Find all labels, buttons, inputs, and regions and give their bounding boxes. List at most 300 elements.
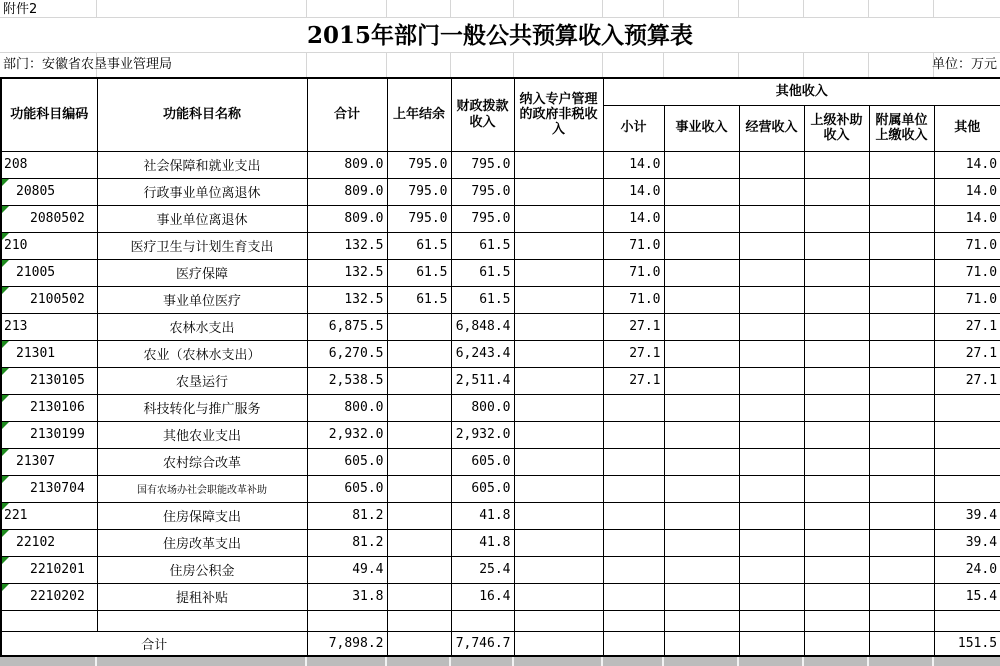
cell-value[interactable]: 809.0 <box>307 205 387 232</box>
cell-value[interactable] <box>869 151 934 178</box>
cell-value[interactable]: 27.1 <box>934 367 1000 394</box>
header-code[interactable]: 功能科目编码 <box>1 78 97 151</box>
table-row <box>1 394 1000 421</box>
cell-value[interactable]: 800.0 <box>307 394 387 421</box>
gridline <box>513 0 514 17</box>
cell-value[interactable] <box>664 205 739 232</box>
cell-value[interactable] <box>869 631 934 656</box>
cell-value[interactable] <box>869 475 934 502</box>
cell-value[interactable] <box>869 583 934 610</box>
cell-value[interactable]: 27.1 <box>934 340 1000 367</box>
cell-value[interactable]: 49.4 <box>307 556 387 583</box>
cell-value[interactable] <box>514 205 603 232</box>
cell-value[interactable] <box>804 367 869 394</box>
header-sub-1[interactable]: 事业收入 <box>664 105 739 151</box>
cell-code[interactable]: 21307 <box>1 448 97 475</box>
cell-value[interactable]: 16.4 <box>451 583 514 610</box>
cell-value[interactable] <box>804 421 869 448</box>
cell-value[interactable] <box>739 610 804 631</box>
cell-value[interactable] <box>804 475 869 502</box>
cell-value[interactable] <box>387 502 451 529</box>
cell-name[interactable]: 行政事业单位离退休 <box>97 178 307 205</box>
cell-value[interactable]: 31.8 <box>307 583 387 610</box>
cell-value[interactable] <box>934 421 1000 448</box>
cell-value[interactable]: 14.0 <box>603 151 664 178</box>
cell-value[interactable]: 61.5 <box>387 232 451 259</box>
cell-name[interactable]: 医疗卫生与计划生育支出 <box>97 232 307 259</box>
cell-value[interactable] <box>804 610 869 631</box>
cell-value[interactable] <box>739 232 804 259</box>
cell-code[interactable]: 2210201 <box>1 556 97 583</box>
error-flag-icon <box>2 449 9 456</box>
cell-code[interactable]: 2130106 <box>1 394 97 421</box>
cell-value[interactable] <box>664 313 739 340</box>
gridline <box>803 53 804 77</box>
cell-value[interactable] <box>514 583 603 610</box>
cell-value[interactable]: 61.5 <box>451 259 514 286</box>
cell-value[interactable] <box>804 232 869 259</box>
cell-value[interactable]: 39.4 <box>934 529 1000 556</box>
cell-value[interactable]: 151.5 <box>934 631 1000 656</box>
cell-value[interactable] <box>739 178 804 205</box>
cell-value[interactable] <box>804 205 869 232</box>
cell-value[interactable]: 41.8 <box>451 529 514 556</box>
gridline <box>96 0 97 17</box>
table-row <box>1 529 1000 556</box>
cell-value[interactable]: 81.2 <box>307 529 387 556</box>
cell-value[interactable] <box>514 529 603 556</box>
gridline <box>663 0 664 17</box>
cell-code[interactable]: 2130704 <box>1 475 97 502</box>
table-row <box>1 178 1000 205</box>
cell-value[interactable] <box>869 448 934 475</box>
cell-value[interactable]: 14.0 <box>934 205 1000 232</box>
cell-code[interactable]: 2130199 <box>1 421 97 448</box>
cell-code[interactable]: 210 <box>1 232 97 259</box>
cell-code[interactable]: 2080502 <box>1 205 97 232</box>
cell-value[interactable] <box>869 178 934 205</box>
cell-name[interactable]: 社会保障和就业支出 <box>97 151 307 178</box>
cell-value[interactable] <box>804 340 869 367</box>
cell-value[interactable] <box>514 394 603 421</box>
error-flag-icon <box>2 395 9 402</box>
cell-value[interactable] <box>804 502 869 529</box>
gridline <box>385 657 387 666</box>
table-row <box>1 475 1000 502</box>
attachment-label: 附件2 <box>3 2 38 17</box>
error-flag-icon <box>2 341 9 348</box>
cell-value[interactable]: 132.5 <box>307 232 387 259</box>
cell-name[interactable]: 农业（农林水支出） <box>97 340 307 367</box>
gridline <box>663 53 664 77</box>
cell-value[interactable] <box>804 448 869 475</box>
cell-value[interactable]: 15.4 <box>934 583 1000 610</box>
cell-value[interactable] <box>603 631 664 656</box>
gridline <box>601 657 603 666</box>
cell-value[interactable] <box>514 232 603 259</box>
cell-value[interactable] <box>804 178 869 205</box>
cell-value[interactable] <box>664 529 739 556</box>
cell-code[interactable]: 2130105 <box>1 367 97 394</box>
cell-value[interactable] <box>603 502 664 529</box>
cell-name[interactable]: 农垦运行 <box>97 367 307 394</box>
cell-value[interactable] <box>739 583 804 610</box>
cell-value[interactable] <box>387 583 451 610</box>
cell-value[interactable] <box>451 610 514 631</box>
table-row <box>1 259 1000 286</box>
cell-name[interactable]: 医疗保障 <box>97 259 307 286</box>
gridline <box>803 0 804 17</box>
cell-value[interactable]: 6,875.5 <box>307 313 387 340</box>
gridline <box>802 657 804 666</box>
cell-code[interactable]: 221 <box>1 502 97 529</box>
cell-value[interactable] <box>804 286 869 313</box>
cell-value[interactable] <box>869 556 934 583</box>
header-sub-2[interactable]: 经营收入 <box>739 105 804 151</box>
cell-value[interactable] <box>514 286 603 313</box>
cell-value[interactable] <box>603 448 664 475</box>
cell-value[interactable]: 24.0 <box>934 556 1000 583</box>
cell-value[interactable] <box>934 394 1000 421</box>
cell-value[interactable] <box>869 610 934 631</box>
cell-value[interactable]: 14.0 <box>934 151 1000 178</box>
cell-value[interactable] <box>804 583 869 610</box>
cell-code[interactable]: 21005 <box>1 259 97 286</box>
error-flag-icon <box>2 179 9 186</box>
gridline <box>95 657 97 666</box>
cell-value[interactable]: 61.5 <box>387 286 451 313</box>
cell-value[interactable] <box>514 631 603 656</box>
cell-value[interactable] <box>387 556 451 583</box>
table-row <box>1 556 1000 583</box>
cell-value[interactable] <box>387 394 451 421</box>
cell-value[interactable] <box>739 313 804 340</box>
cell-value[interactable]: 6,848.4 <box>451 313 514 340</box>
page-title: 2015年部门一般公共预算收入预算表 <box>306 22 693 49</box>
cell-code[interactable]: 20805 <box>1 178 97 205</box>
cell-value[interactable]: 795.0 <box>387 151 451 178</box>
cell-value[interactable] <box>514 475 603 502</box>
cell-value[interactable] <box>664 448 739 475</box>
header-name[interactable]: 功能科目名称 <box>97 78 307 151</box>
gridline <box>305 657 307 666</box>
sheet-outside-area <box>0 657 1000 666</box>
gridline <box>450 53 451 77</box>
error-flag-icon <box>2 422 9 429</box>
cell-value[interactable] <box>869 205 934 232</box>
cell-value[interactable] <box>804 631 869 656</box>
cell-value[interactable] <box>869 367 934 394</box>
cell-value[interactable]: 605.0 <box>451 475 514 502</box>
gridline <box>449 657 451 666</box>
cell-value[interactable]: 71.0 <box>934 286 1000 313</box>
gridline <box>738 0 739 17</box>
gridline <box>0 17 1000 18</box>
cell-value[interactable] <box>739 421 804 448</box>
cell-value[interactable] <box>664 259 739 286</box>
cell-name[interactable]: 国有农场办社会职能改革补助 <box>97 475 307 502</box>
cell-value[interactable] <box>514 367 603 394</box>
error-flag-icon <box>2 287 9 294</box>
cell-value[interactable] <box>664 631 739 656</box>
cell-value[interactable]: 795.0 <box>451 151 514 178</box>
cell-value[interactable] <box>869 232 934 259</box>
cell-value[interactable] <box>739 556 804 583</box>
cell-value[interactable]: 6,243.4 <box>451 340 514 367</box>
cell-value[interactable] <box>514 259 603 286</box>
cell-value[interactable] <box>869 313 934 340</box>
cell-value[interactable] <box>739 502 804 529</box>
header-sub-4[interactable]: 附属单位上缴收入 <box>869 105 934 151</box>
cell-name[interactable]: 事业单位医疗 <box>97 286 307 313</box>
cell-value[interactable]: 25.4 <box>451 556 514 583</box>
cell-value[interactable] <box>664 502 739 529</box>
cell-value[interactable] <box>739 205 804 232</box>
cell-value[interactable] <box>869 259 934 286</box>
cell-value[interactable]: 81.2 <box>307 502 387 529</box>
cell-value[interactable]: 2,538.5 <box>307 367 387 394</box>
cell-value[interactable] <box>804 259 869 286</box>
cell-value[interactable] <box>739 151 804 178</box>
gridline <box>386 53 387 77</box>
cell-value[interactable]: 132.5 <box>307 259 387 286</box>
cell-value[interactable] <box>804 556 869 583</box>
cell-value[interactable]: 809.0 <box>307 151 387 178</box>
cell-value[interactable] <box>603 475 664 502</box>
cell-value[interactable] <box>664 151 739 178</box>
cell-value[interactable]: 2,932.0 <box>307 421 387 448</box>
cell-value[interactable]: 14.0 <box>603 205 664 232</box>
cell-value[interactable]: 809.0 <box>307 178 387 205</box>
gridline <box>512 657 514 666</box>
error-flag-icon <box>2 557 9 564</box>
header-sub-0[interactable]: 小计 <box>603 105 664 151</box>
cell-value[interactable] <box>603 610 664 631</box>
cell-value[interactable]: 7,746.7 <box>451 631 514 656</box>
table-row <box>1 448 1000 475</box>
cell-value[interactable]: 61.5 <box>451 286 514 313</box>
cell-value[interactable] <box>664 178 739 205</box>
cell-name[interactable]: 住房保障支出 <box>97 502 307 529</box>
cell-value[interactable] <box>387 421 451 448</box>
unit-label: 单位：万元 <box>931 57 997 72</box>
cell-name[interactable]: 住房公积金 <box>97 556 307 583</box>
header-fiscal-income[interactable]: 财政拨款收入 <box>451 78 514 151</box>
cell-name[interactable]: 其他农业支出 <box>97 421 307 448</box>
cell-value[interactable] <box>739 631 804 656</box>
cell-code[interactable]: 208 <box>1 151 97 178</box>
total-label-cell[interactable]: 合计 <box>1 631 307 656</box>
cell-value[interactable] <box>739 394 804 421</box>
cell-code[interactable]: 2100502 <box>1 286 97 313</box>
gridline <box>0 52 1000 53</box>
cell-value[interactable] <box>603 556 664 583</box>
cell-value[interactable]: 795.0 <box>387 178 451 205</box>
error-flag-icon <box>2 206 9 213</box>
cell-value[interactable] <box>739 448 804 475</box>
cell-value[interactable] <box>739 259 804 286</box>
header-nontax-income[interactable]: 纳入专户管理的政府非税收入 <box>514 78 603 151</box>
cell-value[interactable]: 61.5 <box>387 259 451 286</box>
cell-value[interactable]: 795.0 <box>451 205 514 232</box>
budget-table <box>0 77 1000 657</box>
header-other-income-group[interactable]: 其他收入 <box>603 78 1000 105</box>
gridline <box>737 657 739 666</box>
gridline <box>450 0 451 17</box>
error-flag-icon <box>2 503 9 510</box>
gridline <box>868 53 869 77</box>
cell-value[interactable]: 71.0 <box>603 286 664 313</box>
cell-value[interactable]: 71.0 <box>603 259 664 286</box>
cell-name[interactable]: 提租补贴 <box>97 583 307 610</box>
cell-value[interactable]: 800.0 <box>451 394 514 421</box>
table-row <box>1 313 1000 340</box>
cell-value[interactable] <box>603 583 664 610</box>
cell-value[interactable] <box>387 475 451 502</box>
cell-value[interactable] <box>664 583 739 610</box>
cell-value[interactable]: 605.0 <box>307 448 387 475</box>
gridline <box>867 657 869 666</box>
cell-value[interactable]: 14.0 <box>934 178 1000 205</box>
cell-value[interactable] <box>739 286 804 313</box>
cell-value[interactable]: 2,511.4 <box>451 367 514 394</box>
cell-value[interactable]: 39.4 <box>934 502 1000 529</box>
cell-value[interactable]: 2,932.0 <box>451 421 514 448</box>
cell-value[interactable] <box>664 367 739 394</box>
cell-value[interactable] <box>739 367 804 394</box>
cell-value[interactable] <box>804 394 869 421</box>
cell-value[interactable] <box>387 610 451 631</box>
error-flag-icon <box>2 233 9 240</box>
cell-value[interactable] <box>664 556 739 583</box>
cell-value[interactable] <box>603 529 664 556</box>
header-prev-balance[interactable]: 上年结余 <box>387 78 451 151</box>
cell-value[interactable] <box>387 448 451 475</box>
cell-value[interactable]: 71.0 <box>934 232 1000 259</box>
cell-code[interactable]: 22102 <box>1 529 97 556</box>
cell-value[interactable] <box>869 502 934 529</box>
cell-name[interactable]: 住房改革支出 <box>97 529 307 556</box>
cell-value[interactable] <box>514 340 603 367</box>
header-sub-3[interactable]: 上级补助收入 <box>804 105 869 151</box>
cell-code[interactable]: 21301 <box>1 340 97 367</box>
cell-value[interactable] <box>387 529 451 556</box>
cell-value[interactable]: 795.0 <box>451 178 514 205</box>
cell-value[interactable] <box>664 286 739 313</box>
table-row <box>1 583 1000 610</box>
cell-value[interactable] <box>934 610 1000 631</box>
cell-value[interactable]: 41.8 <box>451 502 514 529</box>
error-flag-icon <box>2 584 9 591</box>
cell-name[interactable]: 科技转化与推广服务 <box>97 394 307 421</box>
cell-value[interactable] <box>664 421 739 448</box>
cell-value[interactable] <box>514 502 603 529</box>
cell-value[interactable] <box>387 367 451 394</box>
cell-value[interactable]: 605.0 <box>451 448 514 475</box>
cell-value[interactable] <box>869 340 934 367</box>
cell-value[interactable]: 27.1 <box>934 313 1000 340</box>
cell-value[interactable] <box>514 610 603 631</box>
cell-code[interactable]: 2210202 <box>1 583 97 610</box>
cell-value[interactable] <box>934 475 1000 502</box>
cell-value[interactable]: 605.0 <box>307 475 387 502</box>
error-flag-icon <box>2 260 9 267</box>
cell-value[interactable]: 6,270.5 <box>307 340 387 367</box>
cell-value[interactable] <box>387 340 451 367</box>
cell-value[interactable] <box>603 394 664 421</box>
cell-value[interactable]: 71.0 <box>603 232 664 259</box>
gridline <box>306 0 307 17</box>
cell-value[interactable] <box>664 340 739 367</box>
table-row <box>1 205 1000 232</box>
cell-name[interactable]: 事业单位离退休 <box>97 205 307 232</box>
table-row <box>1 340 1000 367</box>
cell-value[interactable] <box>739 340 804 367</box>
cell-value[interactable]: 795.0 <box>387 205 451 232</box>
cell-value[interactable] <box>514 448 603 475</box>
gridline <box>386 0 387 17</box>
table-row <box>1 151 1000 178</box>
cell-value[interactable]: 14.0 <box>603 178 664 205</box>
cell-value[interactable] <box>804 529 869 556</box>
cell-name[interactable]: 农林水支出 <box>97 313 307 340</box>
cell-value[interactable] <box>514 313 603 340</box>
cell-value[interactable] <box>387 313 451 340</box>
cell-value[interactable]: 27.1 <box>603 367 664 394</box>
cell-name[interactable] <box>97 610 307 631</box>
cell-value[interactable] <box>664 394 739 421</box>
cell-value[interactable] <box>869 394 934 421</box>
gridline <box>932 657 934 666</box>
gridline <box>602 53 603 77</box>
cell-value[interactable] <box>739 529 804 556</box>
cell-value[interactable] <box>804 151 869 178</box>
cell-value[interactable]: 71.0 <box>934 259 1000 286</box>
cell-name[interactable]: 农村综合改革 <box>97 448 307 475</box>
cell-value[interactable] <box>603 421 664 448</box>
cell-value[interactable] <box>869 421 934 448</box>
cell-value[interactable] <box>664 475 739 502</box>
cell-value[interactable] <box>934 448 1000 475</box>
cell-value[interactable]: 132.5 <box>307 286 387 313</box>
cell-value[interactable] <box>514 421 603 448</box>
cell-value[interactable] <box>514 556 603 583</box>
table-row <box>1 367 1000 394</box>
cell-value[interactable] <box>307 610 387 631</box>
cell-code[interactable]: 213 <box>1 313 97 340</box>
cell-value[interactable]: 61.5 <box>451 232 514 259</box>
error-flag-icon <box>2 476 9 483</box>
gridline <box>513 53 514 77</box>
cell-value[interactable] <box>739 475 804 502</box>
cell-value[interactable]: 27.1 <box>603 340 664 367</box>
cell-value[interactable] <box>804 313 869 340</box>
cell-value[interactable] <box>664 232 739 259</box>
cell-value[interactable] <box>869 529 934 556</box>
table-row <box>1 286 1000 313</box>
cell-value[interactable]: 7,898.2 <box>307 631 387 656</box>
cell-value[interactable] <box>514 178 603 205</box>
header-total[interactable]: 合计 <box>307 78 387 151</box>
cell-value[interactable]: 27.1 <box>603 313 664 340</box>
cell-value[interactable] <box>514 151 603 178</box>
cell-value[interactable] <box>664 610 739 631</box>
cell-code[interactable] <box>1 610 97 631</box>
table-row <box>1 502 1000 529</box>
cell-value[interactable] <box>869 286 934 313</box>
cell-value[interactable] <box>387 631 451 656</box>
header-sub-5[interactable]: 其他 <box>934 105 1000 151</box>
